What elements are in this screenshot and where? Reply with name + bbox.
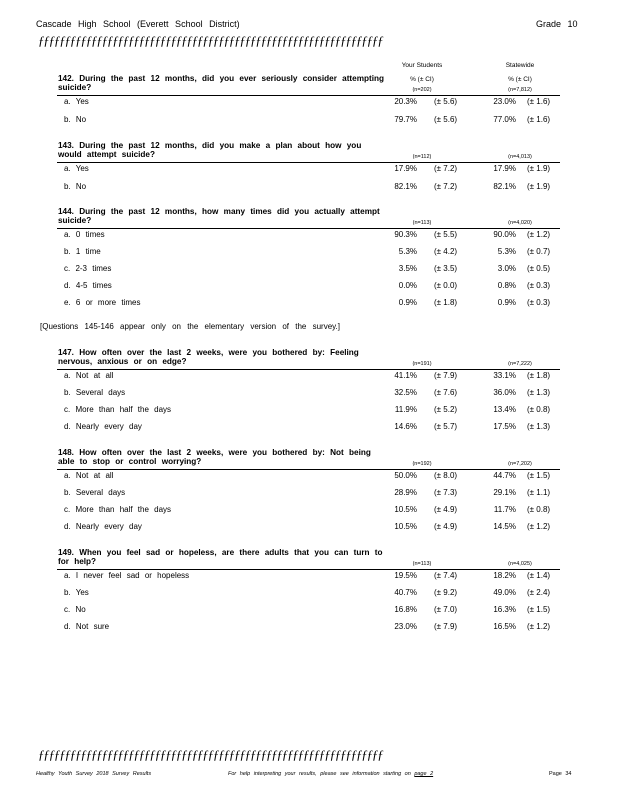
column-subheader-statewide: % (± CI) [508,76,532,83]
statewide-ci: (± 1.6) [527,97,551,106]
statewide-percent: 82.1% [493,182,516,191]
your-students-ci: (± 7.6) [434,388,458,397]
statewide-ci: (± 1.9) [527,164,551,173]
answer-option-label: a. I never feel sad or hopeless [64,571,190,580]
your-students-percent: 23.0% [394,622,417,631]
answer-option-label: c. More than half the days [64,505,172,514]
your-students-percent: 17.9% [394,164,417,173]
question-title: 144. During the past 12 months, how many times did you actually attempt suicide? [58,207,380,225]
answer-option-label: b. Several days [64,488,126,497]
question-divider [57,95,560,96]
question-title: 149. When you feel sad or hopeless, are there adults that you can turn to for help? [58,548,383,566]
statewide-percent: 36.0% [493,388,516,397]
your-students-ci: (± 0.0) [434,281,458,290]
your-students-percent: 90.3% [394,230,417,239]
statewide-percent: 17.5% [493,422,516,431]
statewide-ci: (± 0.7) [527,247,551,256]
sample-size-your-students: (n=112) [412,154,432,160]
footer-page-link[interactable]: page 2 [414,771,434,777]
statewide-percent: 29.1% [493,488,516,497]
decorative-divider-top: ƒƒƒƒƒƒƒƒƒƒƒƒƒƒƒƒƒƒƒƒƒƒƒƒƒƒƒƒƒƒƒƒƒƒƒƒƒƒƒƒƒƒƒƒƒƒƒƒƒƒƒƒƒƒƒƒƒƒƒƒƒƒƒƒƒ [38,33,383,48]
question-divider [57,162,560,163]
answer-option-label: b. No [64,115,87,124]
statewide-percent: 11.7% [493,505,516,514]
your-students-ci: (± 5.6) [434,115,458,124]
sample-size-your-students: (n=113) [412,220,432,226]
answer-option-label: b. 1 time [64,247,101,256]
footer-page-number: Page 34 [549,771,572,777]
your-students-ci: (± 7.4) [434,571,458,580]
your-students-ci: (± 7.9) [434,622,458,631]
your-students-ci: (± 7.9) [434,371,458,380]
statewide-percent: 3.0% [497,264,516,273]
question-divider [57,469,560,470]
statewide-percent: 33.1% [493,371,516,380]
statewide-percent: 49.0% [493,588,516,597]
your-students-percent: 41.1% [394,371,417,380]
decorative-divider-bottom: ƒƒƒƒƒƒƒƒƒƒƒƒƒƒƒƒƒƒƒƒƒƒƒƒƒƒƒƒƒƒƒƒƒƒƒƒƒƒƒƒƒƒƒƒƒƒƒƒƒƒƒƒƒƒƒƒƒƒƒƒƒƒƒƒƒ [38,747,383,762]
answer-option-label: a. Not at all [64,471,114,480]
statewide-ci: (± 1.2) [527,230,551,239]
your-students-percent: 0.0% [398,281,417,290]
your-students-ci: (± 8.0) [434,471,458,480]
statewide-percent: 23.0% [493,97,516,106]
your-students-ci: (± 5.6) [434,97,458,106]
answer-option-label: c. 2-3 times [64,264,112,273]
statewide-ci: (± 0.8) [527,405,551,414]
footer-help-text [228,771,433,777]
your-students-ci: (± 7.2) [434,164,458,173]
statewide-ci: (± 1.5) [527,605,551,614]
statewide-percent: 18.2% [493,571,516,580]
statewide-ci: (± 1.5) [527,471,551,480]
statewide-ci: (± 1.3) [527,422,551,431]
your-students-percent: 20.3% [394,97,417,106]
your-students-percent: 28.9% [394,488,417,497]
statewide-percent: 13.4% [493,405,516,414]
sample-size-your-students: (n=113) [412,561,432,567]
your-students-ci: (± 4.2) [434,247,458,256]
answer-option-label: a. Yes [64,164,89,173]
your-students-ci: (± 9.2) [434,588,458,597]
answer-option-label: d. Nearly every day [64,422,142,431]
sample-size-statewide: (n=4,025) [508,561,532,567]
statewide-ci: (± 1.2) [527,522,551,531]
statewide-percent: 17.9% [493,164,516,173]
statewide-percent: 90.0% [493,230,516,239]
statewide-ci: (± 0.3) [527,281,551,290]
statewide-percent: 44.7% [493,471,516,480]
question-title: 147. How often over the last 2 weeks, were you bothered by: Feeling nervous, anxious or on edge? [58,348,359,366]
sample-size-your-students: (n=192) [412,461,432,467]
your-students-percent: 11.9% [394,405,417,414]
sample-size-statewide: (n=7,812) [508,87,532,93]
your-students-percent: 5.3% [398,247,417,256]
survey-version-note: [Questions 145-146 appear only on the elementary version of the survey.] [40,322,341,331]
answer-option-label: b. Yes [64,588,89,597]
statewide-percent: 16.3% [493,605,516,614]
answer-option-label: a. 0 times [64,230,105,239]
sample-size-statewide: (n=4,020) [508,220,532,226]
question-divider [57,569,560,570]
answer-option-label: d. 4-5 times [64,281,112,290]
your-students-ci: (± 5.2) [434,405,458,414]
question-divider [57,228,560,229]
statewide-percent: 0.9% [497,298,516,307]
your-students-percent: 0.9% [398,298,417,307]
answer-option-label: b. No [64,182,87,191]
your-students-ci: (± 7.3) [434,488,458,497]
your-students-ci: (± 4.9) [434,522,458,531]
question-title: 142. During the past 12 months, did you ever seriously consider attempting suicide? [58,74,384,92]
your-students-percent: 32.5% [394,388,417,397]
statewide-ci: (± 0.5) [527,264,551,273]
answer-option-label: c. No [64,605,86,614]
statewide-percent: 0.8% [497,281,516,290]
answer-option-label: a. Yes [64,97,89,106]
your-students-percent: 40.7% [394,588,417,597]
sample-size-your-students: (n=202) [412,87,432,93]
sample-size-statewide: (n=7,202) [508,461,532,467]
statewide-ci: (± 1.2) [527,622,551,631]
your-students-ci: (± 5.7) [434,422,458,431]
column-header-statewide: Statewide [505,62,535,69]
answer-option-label: e. 6 or more times [64,298,141,307]
your-students-percent: 14.6% [394,422,417,431]
your-students-percent: 10.5% [394,522,417,531]
answer-option-label: b. Several days [64,388,126,397]
your-students-percent: 82.1% [394,182,417,191]
report-header-school: Cascade High School (Everett School District) [36,19,240,29]
question-title: 143. During the past 12 months, did you make a plan about how you would attempt suicide? [58,141,362,159]
sample-size-your-students: (n=191) [412,361,432,367]
statewide-ci: (± 1.1) [527,488,551,497]
question-divider [57,369,560,370]
your-students-ci: (± 5.5) [434,230,458,239]
your-students-percent: 19.5% [394,571,417,580]
statewide-ci: (± 1.9) [527,182,551,191]
your-students-ci: (± 7.0) [434,605,458,614]
footer-help-label: For help interpreting your results, please see information starting on [228,771,411,777]
your-students-ci: (± 4.9) [434,505,458,514]
statewide-ci: (± 1.3) [527,388,551,397]
your-students-percent: 10.5% [394,505,417,514]
answer-option-label: c. More than half the days [64,405,172,414]
your-students-ci: (± 1.8) [434,298,458,307]
sample-size-statewide: (n=7,222) [508,361,532,367]
statewide-percent: 77.0% [493,115,516,124]
statewide-ci: (± 1.6) [527,115,551,124]
column-subheader-your-students: % (± CI) [410,76,434,83]
your-students-percent: 3.5% [398,264,417,273]
statewide-percent: 14.5% [493,522,516,531]
your-students-percent: 79.7% [394,115,417,124]
question-title: 148. How often over the last 2 weeks, were you bothered by: Not being able to stop or control worrying? [58,448,371,466]
your-students-ci: (± 7.2) [434,182,458,191]
statewide-ci: (± 0.3) [527,298,551,307]
answer-option-label: d. Not sure [64,622,110,631]
sample-size-statewide: (n=4,013) [508,154,532,160]
statewide-ci: (± 0.8) [527,505,551,514]
statewide-percent: 5.3% [497,247,516,256]
footer-survey-name: Healthy Youth Survey 2018 Survey Results [36,771,152,777]
answer-option-label: a. Not at all [64,371,114,380]
statewide-ci: (± 2.4) [527,588,551,597]
report-header-grade: Grade 10 [536,19,578,29]
statewide-ci: (± 1.8) [527,371,551,380]
statewide-ci: (± 1.4) [527,571,551,580]
column-header-your-students: Your Students [401,62,443,69]
answer-option-label: d. Nearly every day [64,522,142,531]
your-students-percent: 16.8% [394,605,417,614]
your-students-ci: (± 3.5) [434,264,458,273]
statewide-percent: 16.5% [493,622,516,631]
your-students-percent: 50.0% [394,471,417,480]
